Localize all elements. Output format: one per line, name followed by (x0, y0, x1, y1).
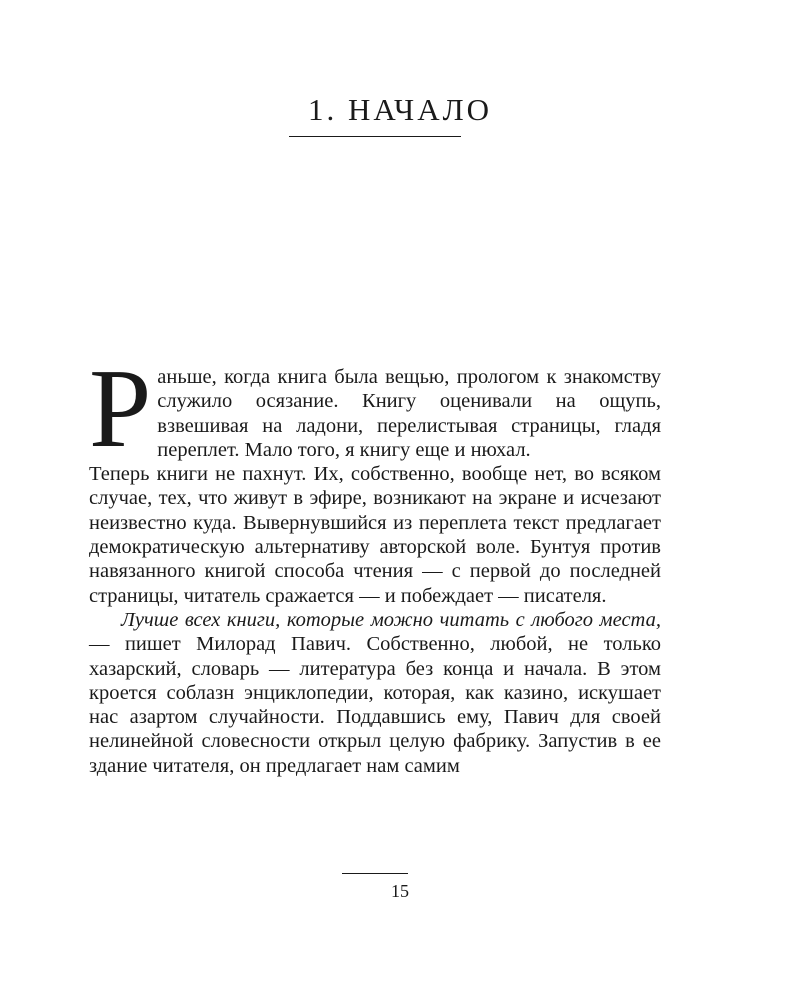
paragraph-2: Теперь книги не пахнут. Их, собственно, вообще нет, во всяком случае, тех, что живут в эфире, возникают на экране и исчезают неизвестно куда. Вывернувшийся из переплета текст предлагает демократическую альтернативу авторской воле. Бунтуя против навязанного книгой способа чтения — с первой до последней страницы, читатель сражается — и побеждает — писателя. (89, 463, 661, 607)
drop-cap: Р (89, 347, 152, 471)
paragraph-1-text: аньше, когда книга была вещью, прологом к знакомству служило осязание. Книгу оценивали на ощупь, взвешивая на ладони, перелистывая страницы, гладя переплет. Мало того, я книгу еще и нюхал. (157, 366, 661, 461)
paragraph-1 (89, 347, 661, 471)
chapter-title: 1. НАЧАЛО (307, 92, 492, 127)
footer-rule (342, 873, 408, 874)
paragraph-3-text: — пишет Милорад Павич. Собственно, любой, не только хазарский, словарь — литература без конца и начала. В этом кроется соблазн энциклопедии, которая, как казино, искушает нас азартом случайности. Поддавшись ему, Павич для своей нелинейной словесности открыл целую фабрику. Запустив в ее здание читателя, он предлагает нам самим (89, 633, 661, 777)
paragraph-3 (89, 608, 661, 778)
page-number: 15 (391, 881, 409, 901)
title-underline (289, 136, 461, 137)
body-text (89, 347, 661, 778)
pavic-quote: Лучше всех книги, которые можно читать с любого места, (121, 608, 661, 631)
